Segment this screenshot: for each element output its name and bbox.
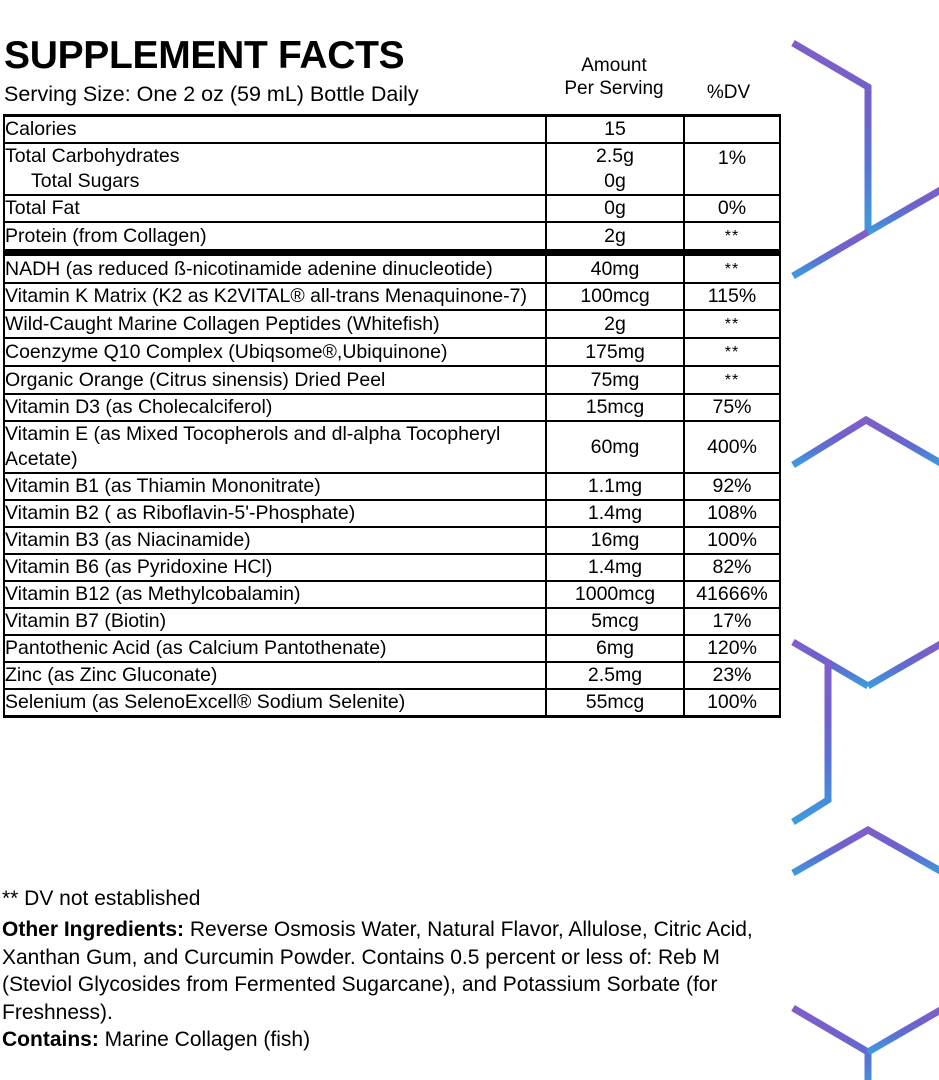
table-row bbox=[4, 527, 780, 554]
row-amount-ingredient-7: 1.1mg bbox=[546, 473, 684, 500]
table-row bbox=[4, 581, 780, 608]
row-dv-ingredient-15: 100% bbox=[684, 689, 780, 717]
dv-not-established-marker: ** bbox=[724, 372, 740, 389]
row-dv-ingredient-2 bbox=[684, 310, 780, 338]
dv-not-established-marker: ** bbox=[724, 261, 740, 278]
percent-dv-header: %DV bbox=[706, 82, 751, 103]
row-amount-nutrition-4: 2g bbox=[546, 222, 684, 253]
row-amount-ingredient-11: 1000mcg bbox=[546, 581, 684, 608]
contains-label: Contains: bbox=[2, 1028, 99, 1051]
row-name-nutrition-4: Protein (from Collagen) bbox=[4, 222, 546, 253]
row-amount-ingredient-0: 40mg bbox=[546, 253, 684, 284]
row-name-ingredient-13: Pantothenic Acid (as Calcium Pantothenate) bbox=[4, 635, 546, 662]
contains-text: Marine Collagen (fish) bbox=[98, 1028, 311, 1051]
table-row bbox=[4, 662, 780, 689]
row-amount-ingredient-3: 175mg bbox=[546, 338, 684, 366]
dv-not-established-marker: ** bbox=[724, 316, 740, 333]
row-name-ingredient-7: Vitamin B1 (as Thiamin Mononitrate) bbox=[4, 473, 546, 500]
row-amount-ingredient-2: 2g bbox=[546, 310, 684, 338]
row-name-ingredient-6: Vitamin E (as Mixed Tocopherols and dl-alpha Tocopheryl Acetate) bbox=[4, 421, 546, 473]
row-dv-nutrition-0 bbox=[684, 116, 780, 144]
row-amount-ingredient-15: 55mcg bbox=[546, 689, 684, 717]
table-row bbox=[4, 608, 780, 635]
table-row bbox=[4, 310, 780, 338]
row-dv-ingredient-13: 120% bbox=[684, 635, 780, 662]
other-ingredients-paragraph bbox=[2, 916, 782, 1026]
total-sugars-amount: 0g bbox=[604, 170, 626, 192]
total-sugars-label: Total Sugars bbox=[31, 170, 140, 192]
row-name-nutrition-0: Calories bbox=[4, 116, 546, 144]
amount-per-serving-header bbox=[546, 54, 682, 100]
row-name-ingredient-9: Vitamin B3 (as Niacinamide) bbox=[4, 527, 546, 554]
row-amount-ingredient-10: 1.4mg bbox=[546, 554, 684, 581]
other-ingredients-label: Other Ingredients: bbox=[2, 918, 185, 941]
row-name-ingredient-3: Coenzyme Q10 Complex (Ubiqsome®,Ubiquinone) bbox=[4, 338, 546, 366]
row-amount-nutrition-0: 15 bbox=[546, 116, 684, 144]
row-dv-ingredient-1: 115% bbox=[684, 283, 780, 310]
row-dv-ingredient-4 bbox=[684, 366, 780, 394]
row-name-ingredient-10: Vitamin B6 (as Pyridoxine HCl) bbox=[4, 554, 546, 581]
row-name-ingredient-14: Zinc (as Zinc Gluconate) bbox=[4, 662, 546, 689]
row-dv-ingredient-7: 92% bbox=[684, 473, 780, 500]
table-row bbox=[4, 283, 780, 310]
row-dv-ingredient-14: 23% bbox=[684, 662, 780, 689]
dv-not-established-marker: ** bbox=[724, 228, 740, 245]
table-row bbox=[4, 143, 780, 195]
row-dv-nutrition-4 bbox=[684, 222, 780, 253]
row-name-ingredient-2: Wild-Caught Marine Collagen Peptides (Whitefish) bbox=[4, 310, 546, 338]
dv-not-established-marker: ** bbox=[724, 344, 740, 361]
row-dv-ingredient-5: 75% bbox=[684, 394, 780, 421]
row-name-ingredient-1: Vitamin K Matrix (K2 as K2VITAL® all-trans Menaquinone-7) bbox=[4, 283, 546, 310]
row-name-ingredient-12: Vitamin B7 (Biotin) bbox=[4, 608, 546, 635]
row-amount-ingredient-4: 75mg bbox=[546, 366, 684, 394]
total-carbohydrates-label: Total Carbohydrates bbox=[5, 145, 180, 167]
table-row bbox=[4, 554, 780, 581]
row-name-ingredient-4: Organic Orange (Citrus sinensis) Dried Peel bbox=[4, 366, 546, 394]
serving-size-text: Serving Size: One 2 oz (59 mL) Bottle Daily bbox=[4, 82, 419, 106]
table-row bbox=[4, 421, 780, 473]
row-amount-ingredient-13: 6mg bbox=[546, 635, 684, 662]
row-dv-nutrition-1: 1% bbox=[684, 143, 780, 195]
row-amount-ingredient-9: 16mg bbox=[546, 527, 684, 554]
row-dv-ingredient-10: 82% bbox=[684, 554, 780, 581]
total-carbohydrates-amount: 2.5g bbox=[596, 145, 634, 167]
row-amount-ingredient-1: 100mcg bbox=[546, 283, 684, 310]
row-amount-ingredient-5: 15mcg bbox=[546, 394, 684, 421]
table-row bbox=[4, 473, 780, 500]
row-dv-ingredient-11: 41666% bbox=[684, 581, 780, 608]
row-dv-nutrition-3: 0% bbox=[684, 195, 780, 222]
table-row bbox=[4, 222, 780, 253]
row-dv-ingredient-8: 108% bbox=[684, 500, 780, 527]
column-headers bbox=[0, 50, 790, 112]
row-dv-ingredient-3 bbox=[684, 338, 780, 366]
table-row bbox=[4, 338, 780, 366]
row-amount-ingredient-8: 1.4mg bbox=[546, 500, 684, 527]
table-row bbox=[4, 635, 780, 662]
row-name-ingredient-15: Selenium (as SelenoExcell® Sodium Selenite) bbox=[4, 689, 546, 717]
table-row bbox=[4, 116, 780, 144]
table-row bbox=[4, 195, 780, 222]
dv-not-established-note: ** DV not established bbox=[2, 887, 201, 910]
row-dv-ingredient-12: 17% bbox=[684, 608, 780, 635]
page-title: SUPPLEMENT FACTS bbox=[4, 34, 405, 77]
row-amount-ingredient-12: 5mcg bbox=[546, 608, 684, 635]
row-dv-ingredient-6: 400% bbox=[684, 421, 780, 473]
row-name-ingredient-0: NADH (as reduced ß-nicotinamide adenine dinucleotide) bbox=[4, 253, 546, 284]
table-row bbox=[4, 366, 780, 394]
row-dv-ingredient-0 bbox=[684, 253, 780, 284]
amount-header-line1: Amount bbox=[581, 55, 647, 76]
other-ingredients-text: Reverse Osmosis Water, Natural Flavor, Allulose, Citric Acid, Xanthan Gum, and Curcumin Powder. Contains 0.5 percent or less of: Reb M (Steviol Glycosides from Fermented Sugarcane), and Potassium Sorbate (for Freshness). bbox=[2, 918, 753, 1024]
table-row bbox=[4, 394, 780, 421]
table-row bbox=[4, 689, 780, 717]
table-row bbox=[4, 253, 780, 284]
row-amount-ingredient-14: 2.5mg bbox=[546, 662, 684, 689]
row-name-ingredient-5: Vitamin D3 (as Cholecalciferol) bbox=[4, 394, 546, 421]
row-amount-nutrition-3: 0g bbox=[546, 195, 684, 222]
table-row bbox=[4, 500, 780, 527]
row-name-nutrition-1 bbox=[4, 143, 546, 195]
row-amount-ingredient-6: 60mg bbox=[546, 421, 684, 473]
amount-header-line2: Per Serving bbox=[564, 78, 664, 99]
row-name-ingredient-11: Vitamin B12 (as Methylcobalamin) bbox=[4, 581, 546, 608]
supplement-facts-table bbox=[3, 114, 781, 718]
row-amount-nutrition-1 bbox=[546, 143, 684, 195]
row-dv-ingredient-9: 100% bbox=[684, 527, 780, 554]
row-name-ingredient-8: Vitamin B2 ( as Riboflavin-5'-Phosphate) bbox=[4, 500, 546, 527]
contains-paragraph bbox=[2, 1026, 792, 1054]
label-footnotes bbox=[2, 886, 792, 1054]
row-name-nutrition-3: Total Fat bbox=[4, 195, 546, 222]
